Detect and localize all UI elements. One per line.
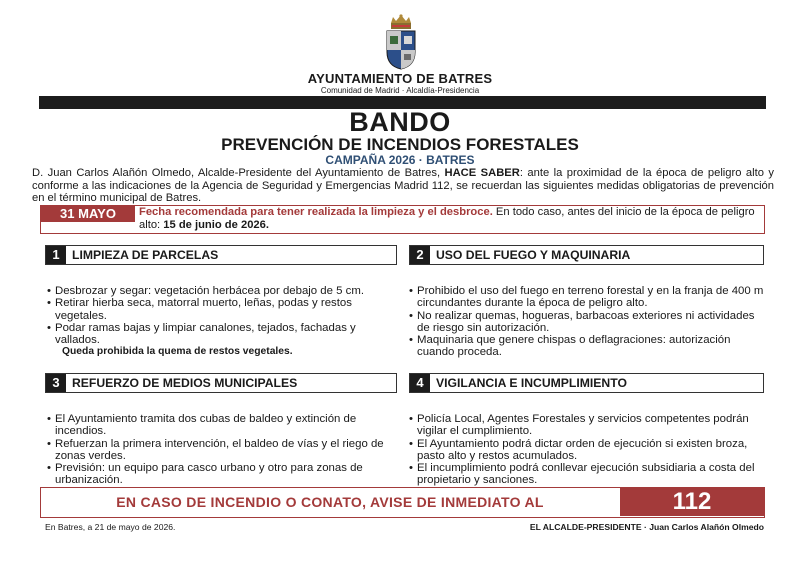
deadline-text [139, 206, 763, 232]
intro-text-start: D. Juan Carlos Alañón Olmedo, Alcalde-Presidente del Ayuntamiento de Batres, [32, 167, 445, 179]
section-2-title: USO DEL FUEGO Y MAQUINARIA [436, 248, 631, 262]
section-1-title: LIMPIEZA DE PARCELAS [72, 248, 219, 262]
campaign-label: CAMPAÑA 2026 · BATRES [325, 153, 475, 167]
section-4-number: 4 [410, 374, 430, 392]
list-item: • Desbrozar y segar: vegetación herbácea por debajo de 5 cm. [47, 285, 392, 297]
section-3-number: 3 [46, 374, 66, 392]
emergency-number: 112 [620, 488, 764, 516]
section-4-list [409, 413, 764, 487]
section-3-header [45, 373, 397, 393]
deadline-box [40, 205, 765, 234]
section-2-number: 2 [410, 246, 430, 264]
list-item: • El Ayuntamiento tramita dos cubas de baldeo y extinción de incendios. [47, 413, 392, 438]
deadline-date-badge: 31 MAYO [41, 206, 135, 222]
deadline-body: En todo caso, antes del inicio de la época de peligro alto: [139, 206, 755, 231]
deadline-highlight: Fecha recomendada para tener realizada la limpieza y el desbroce. [139, 206, 493, 218]
organization-name: AYUNTAMIENTO DE BATRES [307, 71, 493, 86]
mayor-signature: EL ALCALDE-PRESIDENTE · Juan Carlos Alañón Olmedo [529, 522, 764, 532]
emergency-alert-box [40, 487, 765, 518]
list-item: • No realizar quemas, hogueras, barbacoas exteriores ni actividades de riesgo sin autorización. [409, 310, 764, 335]
document-title: BANDO [349, 107, 451, 137]
section-3-title: REFUERZO DE MEDIOS MUNICIPALES [72, 376, 298, 390]
list-item: • Maquinaria que genere chispas o deflagraciones: autorización cuando proceda. [409, 334, 764, 359]
section-1-list [47, 285, 392, 346]
place-and-date: En Batres, a 21 de mayo de 2026. [45, 522, 176, 532]
list-item: • El incumplimiento podrá conllevar ejecución subsidiaria a costa del propietario y sanciones. [409, 462, 764, 487]
municipal-crest-icon [384, 14, 418, 70]
list-item: • Previsión: un equipo para casco urbano y otro para zonas de urbanización. [47, 462, 392, 487]
list-item: • Prohibido el uso del fuego en terreno forestal y en la franja de 400 m circundantes durante la época de peligro alto. [409, 285, 764, 310]
intro-hace-saber: HACE SABER [444, 167, 520, 179]
list-item: • Refuerzan la primera intervención, el baldeo de vías y el riego de zonas verdes. [47, 438, 392, 463]
section-1-note: Queda prohibida la quema de restos vegetales. [62, 346, 293, 357]
list-item: • Podar ramas bajas y limpiar canalones, tejados, fachadas y vallados. [47, 322, 392, 347]
section-3-list [47, 413, 392, 487]
section-2-header [409, 245, 764, 265]
section-1-number: 1 [46, 246, 66, 264]
organization-subtitle: Comunidad de Madrid · Alcaldía-Presidencia [320, 86, 480, 95]
section-1-header [45, 245, 397, 265]
intro-paragraph [32, 167, 774, 205]
section-2-list [409, 285, 764, 359]
intro-text-end: : ante la proximidad de la época de peligro alto y conforme a las indicaciones de la Agencia de Seguridad y Emergencias Madrid 112, se recuerdan las siguientes medidas obligatorias de prevención en el término municipal de Batres. [32, 167, 774, 204]
list-item: • Policía Local, Agentes Forestales y servicios competentes podrán vigilar el cumplimiento. [409, 413, 764, 438]
list-item: • Retirar hierba seca, matorral muerto, leñas, podas y restos vegetales. [47, 297, 392, 322]
section-4-title: VIGILANCIA E INCUMPLIMIENTO [436, 376, 627, 390]
document-subtitle: PREVENCIÓN DE INCENDIOS FORESTALES [221, 135, 579, 154]
deadline-date: 15 de junio de 2026. [163, 219, 269, 231]
emergency-alert-text: EN CASO DE INCENDIO O CONATO, AVISE DE INMEDIATO AL [116, 494, 544, 510]
section-4-header [409, 373, 764, 393]
list-item: • El Ayuntamiento podrá dictar orden de ejecución si existen broza, pasto alto y restos acumulados. [409, 438, 764, 463]
